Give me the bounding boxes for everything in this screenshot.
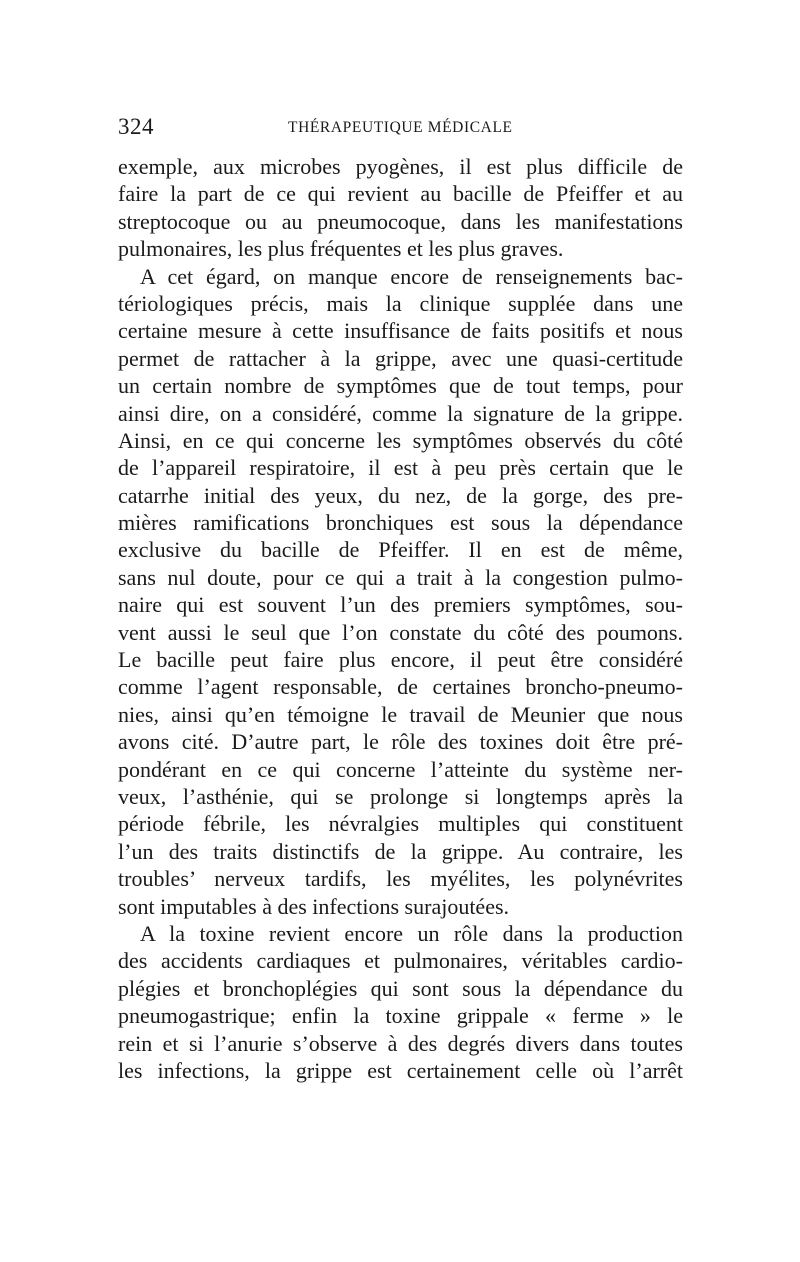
text-line: pondérant en ce qui concerne l’atteinte du système ner- (118, 756, 683, 782)
running-head (118, 114, 683, 144)
text-line: les infections, la grippe est certainement celle où l’arrêt (118, 1057, 683, 1083)
text-line: certaine mesure à cette insuffisance de faits positifs et nous (118, 318, 683, 344)
text-line: exemple, aux microbes pyogènes, il est plus difficile de (118, 154, 683, 179)
text-line: des accidents cardiaques et pulmonaires, véritables cardio- (118, 948, 683, 974)
text-line: pneumogastrique; enfin la toxine grippale « ferme » le (118, 1003, 683, 1029)
text-line: l’un des traits distinctifs de la grippe. Au contraire, les (118, 838, 683, 864)
text-line: A la toxine revient encore un rôle dans la production (140, 920, 683, 946)
text-line: pulmonaires, les plus fréquentes et les plus graves. (118, 236, 564, 262)
text-line: comme l’agent responsable, de certaines broncho-pneumo- (118, 674, 683, 700)
text-line: nies, ainsi qu’en témoigne le travail de Meunier que nous (118, 701, 683, 727)
page-number: 324 (118, 114, 154, 139)
text-line: permet de rattacher à la grippe, avec une quasi-certitude (118, 345, 683, 371)
text-line: catarrhe initial des yeux, du nez, de la gorge, des pre- (118, 482, 683, 508)
text-line: Ainsi, en ce qui concerne les symptômes observés du côté (118, 427, 683, 453)
text-line: période fébrile, les névralgies multiples qui constituent (118, 811, 683, 837)
text-line: ainsi dire, on a considéré, comme la signature de la grippe. (118, 400, 683, 426)
text-line: streptocoque ou au pneumocoque, dans les manifestations (118, 208, 683, 234)
text-line: exclusive du bacille de Pfeiffer. Il en est de même, (118, 537, 683, 563)
text-line: mières ramifications bronchiques est sous la dépendance (118, 510, 683, 536)
text-line: avons cité. D’autre part, le rôle des toxines doit être pré- (118, 729, 683, 755)
text-line: de l’appareil respiratoire, il est à peu près certain que le (118, 455, 683, 481)
text-line: un certain nombre de symptômes que de tout temps, pour (118, 373, 683, 399)
text-line: tériologiques précis, mais la clinique supplée dans une (118, 290, 683, 316)
text-line: Le bacille peut faire plus encore, il peut être considéré (118, 647, 683, 673)
text-line: sont imputables à des infections surajoutées. (118, 893, 510, 919)
text-line: faire la part de ce qui revient au bacille de Pfeiffer et au (118, 181, 683, 207)
body-text (118, 153, 683, 1084)
text-line: veux, l’asthénie, qui se prolonge si longtemps après la (118, 783, 683, 809)
running-title: THÉRAPEUTIQUE MÉDICALE (288, 119, 513, 136)
text-line: troubles’ nerveux tardifs, les myélites, les polynévrites (118, 866, 683, 892)
text-line: rein et si l’anurie s’observe à des degrés divers dans toutes (118, 1030, 683, 1056)
text-line: A cet égard, on manque encore de renseignements bac- (140, 263, 683, 289)
text-line: vent aussi le seul que l’on constate du côté des poumons. (118, 619, 683, 645)
text-line: plégies et bronchoplégies qui sont sous la dépendance du (118, 975, 683, 1001)
text-line: naire qui est souvent l’un des premiers symptômes, sou- (118, 592, 683, 618)
text-line: sans nul doute, pour ce qui a trait à la congestion pulmo- (118, 564, 683, 590)
